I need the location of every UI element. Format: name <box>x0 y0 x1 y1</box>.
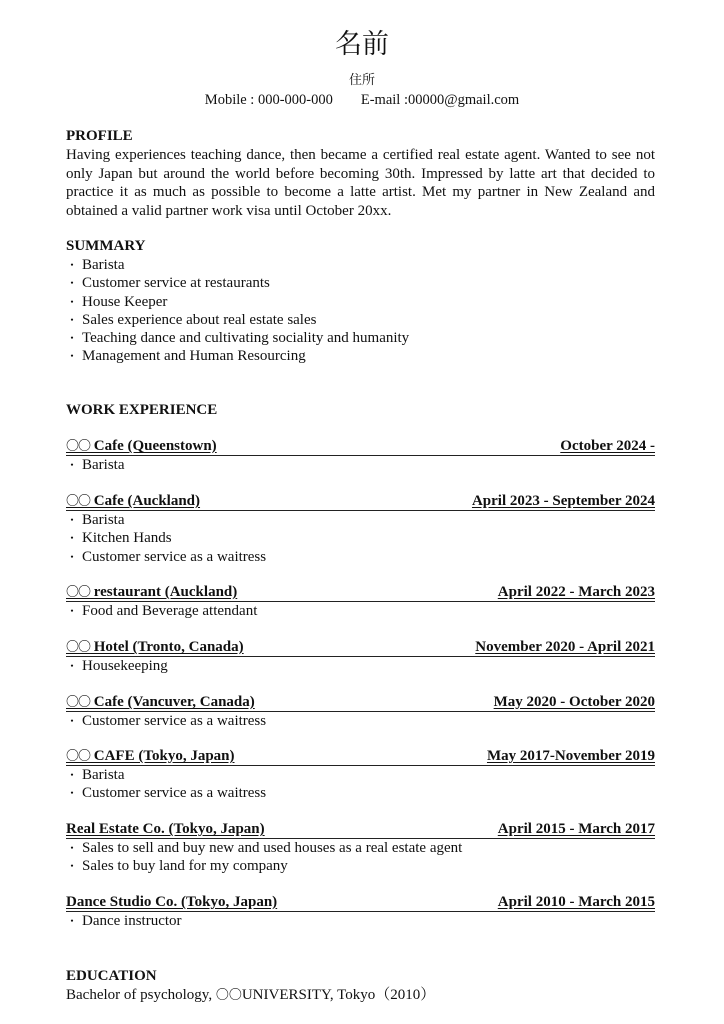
job-entry <box>66 438 655 474</box>
job-header <box>66 821 655 839</box>
education-heading: EDUCATION <box>66 968 157 984</box>
job-duties <box>66 657 655 675</box>
job-dates: October 2024 - <box>560 438 655 454</box>
job-duties <box>66 766 655 803</box>
job-duties <box>66 456 655 474</box>
job-dates: May 2020 - October 2020 <box>493 694 655 710</box>
job-duty: ・ Sales to sell and buy new and used houses as a real estate agent <box>66 839 655 857</box>
job-header <box>66 694 655 712</box>
summary-item: ・ Barista <box>66 256 409 274</box>
job-dates: April 2010 - March 2015 <box>497 894 655 910</box>
job-employer: 〇〇 CAFE (Tokyo, Japan) <box>66 748 235 764</box>
job-entry <box>66 694 655 730</box>
job-duties <box>66 712 655 730</box>
job-employer: 〇〇 Cafe (Queenstown) <box>66 438 217 454</box>
summary-item: ・ House Keeper <box>66 293 409 311</box>
job-header <box>66 493 655 511</box>
email-address: E-mail :00000@gmail.com <box>360 92 520 108</box>
job-duty: ・ Barista <box>66 766 655 784</box>
job-entry <box>66 821 655 876</box>
summary-item: ・ Teaching dance and cultivating sociality and humanity <box>66 329 409 347</box>
job-dates: April 2015 - March 2017 <box>497 821 655 837</box>
summary-heading: SUMMARY <box>66 238 146 254</box>
mobile-number: Mobile : 000-000-000 <box>204 92 333 108</box>
education-entry: Bachelor of psychology, 〇〇UNIVERSITY, Tokyo（2010） <box>66 987 436 1003</box>
job-duty: ・ Barista <box>66 456 655 474</box>
summary-item: ・ Management and Human Resourcing <box>66 347 409 365</box>
job-header <box>66 438 655 456</box>
job-duties <box>66 839 655 876</box>
job-header <box>66 894 655 912</box>
contact-line <box>0 91 724 109</box>
job-duties <box>66 602 655 620</box>
profile-text: Having experiences teaching dance, then became a certified real estate agent. Wanted to see not only Japan but around the world before becoming 30th. Impressed by latte art that decided to practice it as much as possible to become a latte artist. Met my partner in New Zealand and obtained a valid partner work visa until October 20xx. <box>66 147 655 219</box>
job-dates: April 2023 - September 2024 <box>471 493 655 509</box>
job-employer: 〇〇 Cafe (Auckland) <box>66 493 201 509</box>
job-employer: 〇〇 restaurant (Auckland) <box>66 584 238 600</box>
job-duties <box>66 511 655 566</box>
job-duty: ・ Kitchen Hands <box>66 529 655 547</box>
job-duty: ・ Customer service as a waitress <box>66 712 655 730</box>
job-entry <box>66 748 655 803</box>
resume-name: 名前 <box>335 29 389 60</box>
job-employer: 〇〇 Cafe (Vancuver, Canada) <box>66 694 255 710</box>
job-dates: April 2022 - March 2023 <box>497 584 655 600</box>
job-duties <box>66 912 655 930</box>
summary-item: ・ Customer service at restaurants <box>66 274 409 292</box>
address: 住所 <box>348 73 375 88</box>
job-duty: ・ Sales to buy land for my company <box>66 857 655 875</box>
job-duty: ・ Dance instructor <box>66 912 655 930</box>
job-duty: ・ Customer service as a waitress <box>66 548 655 566</box>
job-duty: ・ Housekeeping <box>66 657 655 675</box>
job-employer: Real Estate Co. (Tokyo, Japan) <box>66 821 265 837</box>
job-duty: ・ Barista <box>66 511 655 529</box>
job-entry <box>66 894 655 930</box>
job-employer: Dance Studio Co. (Tokyo, Japan) <box>66 894 278 910</box>
job-dates: May 2017-November 2019 <box>486 748 655 764</box>
summary-list <box>66 256 409 366</box>
job-header <box>66 584 655 602</box>
job-entry <box>66 639 655 675</box>
job-header <box>66 748 655 766</box>
job-entry <box>66 584 655 620</box>
job-entry <box>66 493 655 566</box>
job-employer: 〇〇 Hotel (Tronto, Canada) <box>66 639 244 655</box>
profile-heading: PROFILE <box>66 128 133 144</box>
job-dates: November 2020 - April 2021 <box>475 639 655 655</box>
job-header <box>66 639 655 657</box>
work-experience-heading: WORK EXPERIENCE <box>66 402 218 418</box>
job-duty: ・ Customer service as a waitress <box>66 784 655 802</box>
job-duty: ・ Food and Beverage attendant <box>66 602 655 620</box>
summary-item: ・ Sales experience about real estate sales <box>66 311 409 329</box>
